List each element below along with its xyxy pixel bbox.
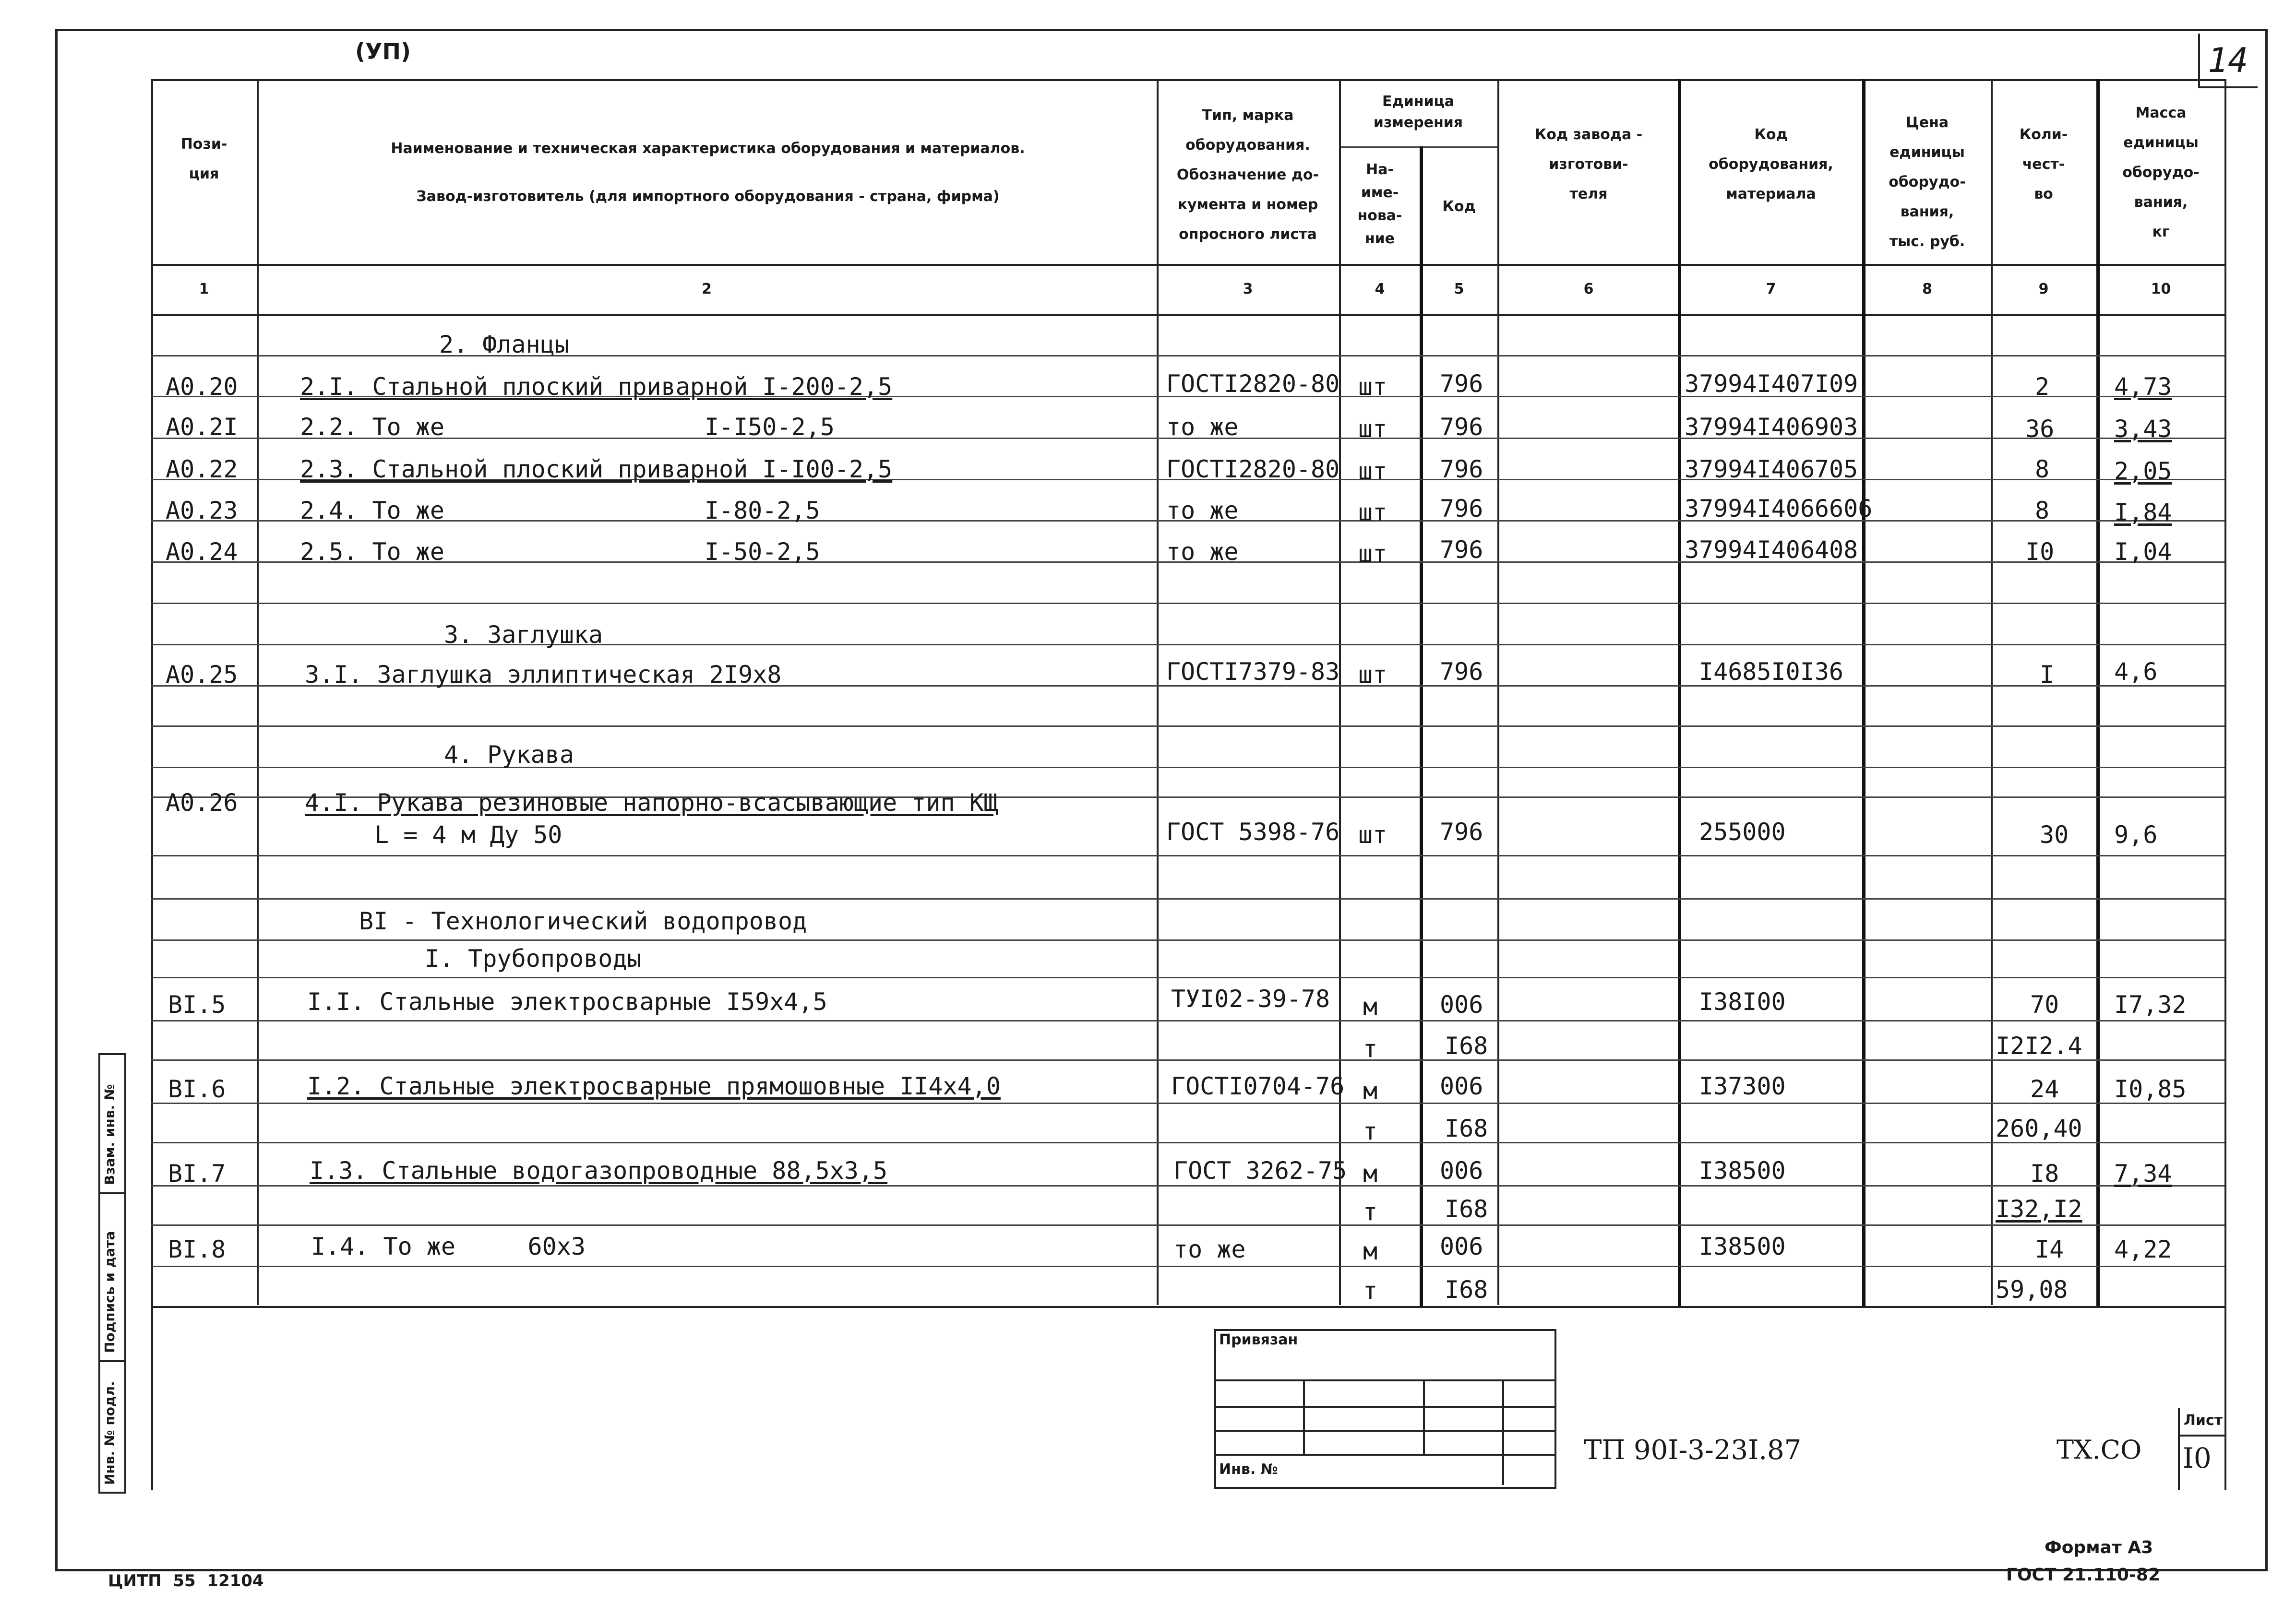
table-row-4-qty: 8 — [2035, 497, 2050, 524]
table-row-1-pos: А0.20 — [166, 373, 238, 401]
table-row-19-unit: т — [1363, 1117, 1378, 1145]
table-row-16-type: ТУI02-39-78 — [1171, 985, 1330, 1013]
table-row-20-equip: I38500 — [1699, 1157, 1786, 1185]
hdr-type: Тип, марка оборудования. Обозначение до- кумента и номер опросного листа — [1176, 107, 1319, 243]
table-row-8-name: 3.I. Заглушка эллиптическая 2I9х8 — [305, 661, 782, 689]
col-num-7: 7 — [1766, 281, 1776, 297]
table-row-3-equip: 37994I406705 — [1685, 455, 1858, 483]
table-row-4-name: 2.4. То же I-80-2,5 — [300, 497, 820, 524]
table-row-5-qty: I0 — [2025, 538, 2055, 566]
table-row-21-unit: т — [1363, 1198, 1378, 1226]
table-row-19-qty: 260,40 — [1996, 1115, 2082, 1142]
table-row-5-type: то же — [1166, 538, 1239, 566]
row-line — [151, 855, 2224, 856]
table-row-22-pos: ВI.8 — [168, 1235, 226, 1263]
table-row-1-name: 2.I. Стальной плоский приварной I-200-2,5 — [300, 373, 893, 401]
table-row-1-mass: 4,73 — [2114, 373, 2172, 401]
table-row-21-code: I68 — [1445, 1195, 1488, 1223]
table-row-17-qty: I2I2.4 — [1996, 1032, 2082, 1060]
table-row-3-unit: шт — [1358, 457, 1387, 485]
hdr-plant-code: Код завода - изготови- теля — [1534, 126, 1643, 202]
table-row-11-pos: А0.26 — [166, 789, 238, 817]
col-num-6: 6 — [1583, 281, 1594, 297]
table-row-16-code: 006 — [1440, 991, 1483, 1019]
table-row-16-name: I.I. Стальные электросварные I59х4,5 — [307, 988, 827, 1016]
table-row-4-equip: 37994I4066606 — [1685, 495, 1873, 522]
top-label: (УП) — [355, 38, 411, 64]
table-row-20-name: I.3. Стальные водогазопроводные 88,5х3,5 — [310, 1157, 888, 1185]
side-label-inventory: Инв. № подл. — [102, 1381, 118, 1485]
table-row-16-unit: м — [1363, 993, 1378, 1021]
doc-code: ТП 90I-3-23I.87 — [1584, 1435, 1802, 1466]
table-row-12-unit: шт — [1358, 821, 1387, 849]
table-row-17-code: I68 — [1445, 1032, 1488, 1060]
table-row-8-mass: 4,6 — [2114, 658, 2158, 686]
table-row-20-type: ГОСТ 3262-75 — [1173, 1157, 1347, 1185]
row-line — [151, 1020, 2224, 1021]
table-row-12-name: L = 4 м Ду 50 — [374, 821, 562, 849]
table-row-17-unit: т — [1363, 1035, 1378, 1063]
table-row-3-qty: 8 — [2035, 455, 2050, 483]
row-line — [151, 603, 2224, 604]
hdr-name: Наименование и техническая характеристика оборудования и материалов. Завод-изготовитель (для импортного оборудования - страна, фирма) — [391, 140, 1025, 205]
table-row-20-mass: 7,34 — [2114, 1160, 2172, 1188]
table-row-7-name: 3. Заглушка — [444, 621, 603, 649]
table-row-4-unit: шт — [1358, 499, 1387, 526]
col-num-2: 2 — [702, 281, 712, 297]
col-num-10: 10 — [2151, 281, 2171, 297]
table-row-5-equip: 37994I406408 — [1685, 536, 1858, 564]
table-row-20-qty: I8 — [2030, 1160, 2059, 1188]
table-row-5-name: 2.5. То же I-50-2,5 — [300, 538, 820, 566]
table-row-5-code: 796 — [1440, 536, 1483, 564]
row-line — [151, 939, 2224, 941]
table-row-19-code: I68 — [1445, 1115, 1488, 1142]
table-row-1-code: 796 — [1440, 370, 1483, 398]
table-row-5-unit: шт — [1358, 540, 1387, 568]
table-row-20-unit: м — [1363, 1160, 1378, 1188]
table-row-12-type: ГОСТ 5398-76 — [1166, 818, 1340, 846]
hdr-price: Цена единицы оборудо- вания, тыс. руб. — [1889, 114, 1966, 250]
hdr-mass: Масса единицы оборудо- вания, кг — [2122, 105, 2200, 240]
table-row-23-qty: 59,08 — [1996, 1276, 2068, 1304]
table-row-2-unit: шт — [1358, 415, 1387, 443]
page-number: 14 — [2208, 41, 2248, 80]
privyazan-label: Привязан — [1219, 1331, 1298, 1348]
table-row-18-unit: м — [1363, 1077, 1378, 1105]
table-row-18-type: ГОСТI0704-76 — [1171, 1072, 1345, 1100]
row-line — [151, 898, 2224, 900]
table-row-12-mass: 9,6 — [2114, 821, 2158, 849]
hdr-qty: Коли- чест- во — [2019, 126, 2068, 202]
hdr-unit-code: Код — [1442, 198, 1476, 215]
table-row-18-pos: ВI.6 — [168, 1075, 226, 1103]
row-line — [151, 1266, 2224, 1267]
row-line — [151, 1224, 2224, 1226]
table-row-22-name: I.4. То же 60х3 — [311, 1233, 586, 1260]
table-row-16-pos: ВI.5 — [168, 991, 226, 1019]
table-row-22-equip: I38500 — [1699, 1233, 1786, 1260]
table-row-8-qty: I — [2040, 661, 2055, 689]
table-row-12-code: 796 — [1440, 818, 1483, 846]
table-row-2-mass: 3,43 — [2114, 415, 2172, 443]
table-row-5-pos: А0.24 — [166, 538, 238, 566]
hdr-equip-code: Код оборудования, материала — [1709, 126, 1833, 202]
table-row-4-mass: I,84 — [2114, 499, 2172, 526]
table-row-22-type: то же — [1173, 1235, 1246, 1263]
table-row-18-equip: I37300 — [1699, 1072, 1786, 1100]
table-row-16-mass: I7,32 — [2114, 991, 2187, 1019]
col-num-4: 4 — [1375, 281, 1385, 297]
table-row-18-mass: I0,85 — [2114, 1075, 2187, 1103]
row-line — [151, 1059, 2224, 1061]
row-line — [151, 725, 2224, 727]
row-line — [151, 977, 2224, 978]
table-row-4-code: 796 — [1440, 495, 1483, 522]
gost-label: ГОСТ 21.110-82 — [2006, 1565, 2161, 1585]
row-line — [151, 1103, 2224, 1104]
table-row-15-name: I. Трубопроводы — [425, 945, 642, 973]
table-row-8-pos: А0.25 — [166, 661, 238, 689]
hdr-unit-name: На- име- нова- ние — [1357, 161, 1402, 247]
footer-cipt: ЦИТП 55 12104 — [108, 1571, 264, 1591]
side-label-signature: Подпись и дата — [102, 1231, 118, 1353]
col-num-3: 3 — [1243, 281, 1253, 297]
table-row-22-mass: 4,22 — [2114, 1235, 2172, 1263]
table-row-8-type: ГОСТI7379-83 — [1166, 658, 1340, 686]
table-row-21-qty: I32,I2 — [1996, 1195, 2082, 1223]
row-line — [151, 1185, 2224, 1187]
table-row-22-code: 006 — [1440, 1233, 1483, 1260]
table-row-14-name: ВI - Технологический водопровод — [359, 907, 807, 935]
table-row-18-code: 006 — [1440, 1072, 1483, 1100]
table-row-2-code: 796 — [1440, 413, 1483, 441]
table-row-10-name: 4. Рукава — [444, 741, 574, 769]
table-row-20-code: 006 — [1440, 1157, 1483, 1185]
col-num-9: 9 — [2038, 281, 2049, 297]
hdr-pos: Пози- ция — [180, 136, 227, 182]
table-row-1-type: ГОСТI2820-80 — [1166, 370, 1340, 398]
col-num-8: 8 — [1922, 281, 1932, 297]
table-row-22-unit: м — [1363, 1237, 1378, 1265]
table-row-4-pos: А0.23 — [166, 497, 238, 524]
col-num-5: 5 — [1454, 281, 1464, 297]
col-num-1: 1 — [199, 281, 209, 297]
table-row-18-name: I.2. Стальные электросварные прямошовные II4х4,0 — [307, 1072, 1001, 1100]
table-row-3-code: 796 — [1440, 455, 1483, 483]
table-row-2-qty: 36 — [2025, 415, 2055, 443]
table-row-3-pos: А0.22 — [166, 455, 238, 483]
table-row-1-unit: шт — [1358, 373, 1387, 401]
table-row-23-code: I68 — [1445, 1276, 1488, 1304]
sheet-no: I0 — [2183, 1442, 2212, 1474]
table-row-2-pos: А0.2I — [166, 413, 238, 441]
table-row-3-name: 2.3. Стальной плоский приварной I-I00-2,5 — [300, 455, 893, 483]
table-row-22-qty: I4 — [2035, 1235, 2064, 1263]
table-row-3-mass: 2,05 — [2114, 457, 2172, 485]
table-row-16-equip: I38I00 — [1699, 988, 1786, 1016]
table-row-23-unit: т — [1363, 1277, 1378, 1305]
row-line — [151, 1142, 2224, 1143]
table-row-8-unit: шт — [1358, 661, 1387, 689]
table-row-1-equip: 37994I407I09 — [1685, 370, 1858, 398]
sheet-label: Лист — [2184, 1412, 2223, 1429]
hdr-unit-group: Единица измерения — [1373, 93, 1463, 131]
side-label-replace: Взам. инв. № — [102, 1084, 118, 1185]
table-row-12-qty: 30 — [2040, 821, 2069, 849]
format-label: Формат А3 — [2045, 1538, 2153, 1557]
table-row-2-type: то же — [1166, 413, 1239, 441]
table-row-4-type: то же — [1166, 497, 1239, 524]
table-row-3-type: ГОСТI2820-80 — [1166, 455, 1340, 483]
table-row-5-mass: I,04 — [2114, 538, 2172, 566]
table-row-1-qty: 2 — [2035, 373, 2050, 401]
table-row-20-pos: ВI.7 — [168, 1160, 226, 1188]
table-row-8-code: 796 — [1440, 658, 1483, 686]
table-row-0-name: 2. Фланцы — [439, 331, 569, 358]
table-row-8-equip: I4685I0I36 — [1699, 658, 1844, 686]
table-row-16-qty: 70 — [2030, 991, 2059, 1019]
inv-no-label: Инв. № — [1219, 1461, 1278, 1478]
table-row-2-equip: 37994I406903 — [1685, 413, 1858, 441]
table-row-11-name: 4.I. Рукава резиновые напорно-всасывающие тип КЩ — [305, 789, 998, 817]
doc-mark: ТХ.СО — [2057, 1435, 2142, 1465]
table-row-2-name: 2.2. То же I-I50-2,5 — [300, 413, 835, 441]
table-row-12-equip: 255000 — [1699, 818, 1786, 846]
table-row-18-qty: 24 — [2030, 1075, 2059, 1103]
